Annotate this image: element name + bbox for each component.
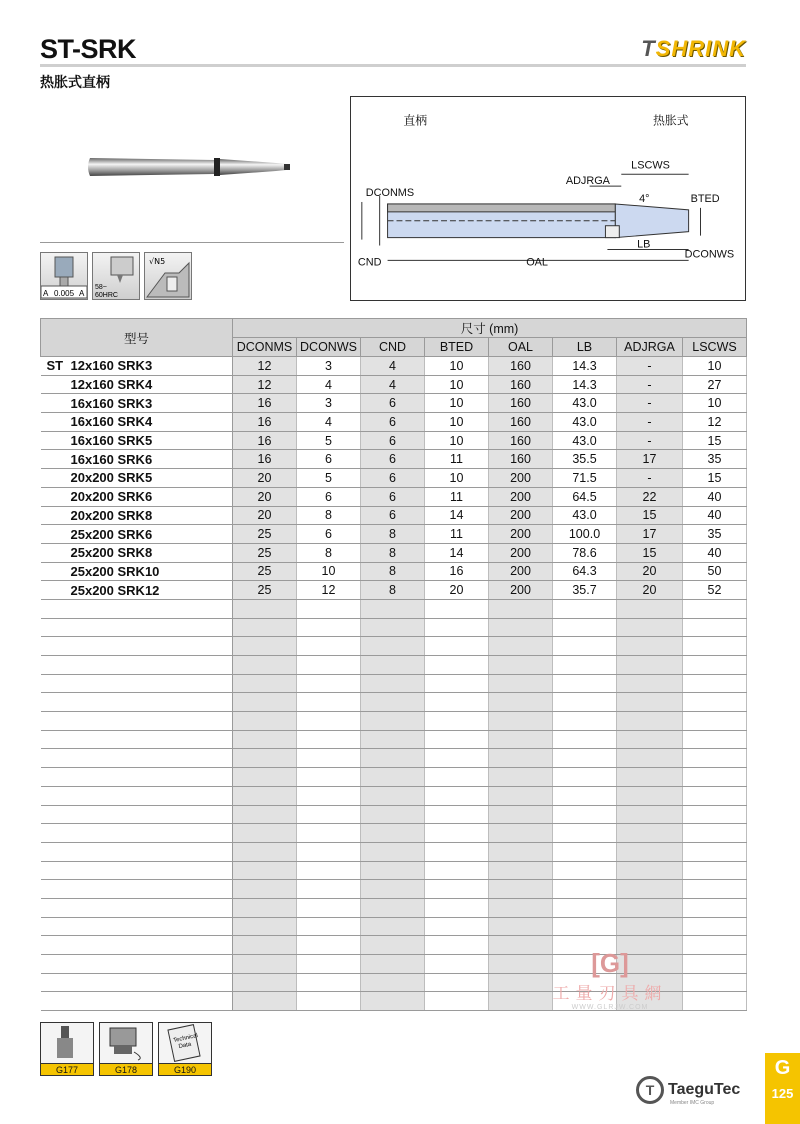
- col-oal: OAL: [489, 338, 553, 357]
- cell-lscws: 15: [683, 469, 747, 488]
- cell-cnd: 8: [361, 543, 425, 562]
- cell-lb: 71.5: [553, 469, 617, 488]
- cell-adjrga: 17: [617, 450, 683, 469]
- cell-cnd: 6: [361, 413, 425, 432]
- table-row: [41, 487, 747, 506]
- svg-text:Technical: Technical: [172, 1033, 199, 1045]
- cell-lscws: 50: [683, 562, 747, 581]
- cell-adjrga: 17: [617, 525, 683, 544]
- empty-row: [41, 618, 747, 637]
- cell-lb: 100.0: [553, 525, 617, 544]
- section-tab[interactable]: G 125: [765, 1053, 800, 1124]
- col-bted: BTED: [425, 338, 489, 357]
- angle-label: 4°: [639, 192, 650, 205]
- cell-cnd: 6: [361, 469, 425, 488]
- cell-cnd: 6: [361, 487, 425, 506]
- cell-bted: 10: [425, 431, 489, 450]
- cell-lb: 43.0: [553, 506, 617, 525]
- cell-cnd: 8: [361, 562, 425, 581]
- empty-row: [41, 712, 747, 731]
- cell-lscws: 52: [683, 581, 747, 600]
- empty-row: [41, 730, 747, 749]
- lb-label: LB: [637, 238, 651, 251]
- cell-cnd: 6: [361, 394, 425, 413]
- table-row: [41, 506, 747, 525]
- cell-lscws: 15: [683, 431, 747, 450]
- cell-dconms: 25: [233, 525, 297, 544]
- cell-lb: 14.3: [553, 357, 617, 376]
- cell-lscws: 35: [683, 525, 747, 544]
- cell-lscws: 40: [683, 506, 747, 525]
- empty-row: [41, 674, 747, 693]
- dimension-group-header: 尺寸 (mm): [233, 319, 747, 338]
- col-model: 型号: [41, 319, 233, 357]
- cell-dconms: 12: [233, 375, 297, 394]
- tshrink-logo: TSHRINK: [641, 36, 746, 61]
- cell-dconms: 16: [233, 413, 297, 432]
- cell-bted: 10: [425, 375, 489, 394]
- empty-row: [41, 599, 747, 618]
- reference-links: [40, 1022, 212, 1076]
- technical-data-book-icon: [165, 1024, 205, 1062]
- cell-adjrga: 22: [617, 487, 683, 506]
- cell-oal: 200: [489, 581, 553, 600]
- model-cell: 25x200 SRK6: [41, 525, 233, 544]
- cell-oal: 160: [489, 357, 553, 376]
- shrink-label: 热胀式: [652, 113, 689, 128]
- table-row: [41, 543, 747, 562]
- empty-row: [41, 749, 747, 768]
- cell-dconms: 25: [233, 562, 297, 581]
- cell-dconws: 8: [297, 543, 361, 562]
- cell-bted: 14: [425, 543, 489, 562]
- col-adjrga: ADJRGA: [617, 338, 683, 357]
- table-row: [41, 450, 747, 469]
- cell-lscws: 27: [683, 375, 747, 394]
- cell-adjrga: -: [617, 413, 683, 432]
- cell-dconws: 3: [297, 394, 361, 413]
- svg-text:Data: Data: [178, 1041, 192, 1051]
- cell-oal: 200: [489, 487, 553, 506]
- table-row: [41, 413, 747, 432]
- lscws-label: LSCWS: [631, 159, 670, 172]
- model-cell: 12x160 SRK4: [41, 375, 233, 394]
- table-row: [41, 562, 747, 581]
- model-cell: 16x160 SRK4: [41, 413, 233, 432]
- empty-row: [41, 824, 747, 843]
- cell-dconws: 12: [297, 581, 361, 600]
- svg-text:60HRC: 60HRC: [95, 292, 118, 299]
- cell-oal: 200: [489, 543, 553, 562]
- cell-dconms: 16: [233, 431, 297, 450]
- cell-dconws: 4: [297, 375, 361, 394]
- table-row: [41, 431, 747, 450]
- cell-lb: 64.5: [553, 487, 617, 506]
- cell-lb: 78.6: [553, 543, 617, 562]
- cell-dconws: 10: [297, 562, 361, 581]
- empty-row: [41, 898, 747, 917]
- table-row: [41, 469, 747, 488]
- cell-dconms: 16: [233, 450, 297, 469]
- table-row: [41, 581, 747, 600]
- cell-adjrga: 15: [617, 543, 683, 562]
- model-cell: 20x200 SRK6: [41, 487, 233, 506]
- header-divider: [40, 64, 746, 67]
- cell-dconms: 25: [233, 581, 297, 600]
- adjrga-label: ADJRGA: [565, 175, 610, 188]
- cell-lscws: 40: [683, 543, 747, 562]
- cell-lscws: 12: [683, 413, 747, 432]
- model-cell: 20x200 SRK5: [41, 469, 233, 488]
- cell-lb: 35.5: [553, 450, 617, 469]
- col-lb: LB: [553, 338, 617, 357]
- cell-oal: 160: [489, 394, 553, 413]
- cell-oal: 200: [489, 506, 553, 525]
- cell-cnd: 8: [361, 525, 425, 544]
- svg-text:√N5: √N5: [149, 257, 166, 266]
- model-cell: 25x200 SRK12: [41, 581, 233, 600]
- dimension-table: [40, 318, 747, 1011]
- empty-row: [41, 786, 747, 805]
- runout-tolerance-icon: [40, 252, 88, 300]
- dimension-diagram: [350, 96, 746, 301]
- cell-dconws: 4: [297, 413, 361, 432]
- cell-lb: 43.0: [553, 431, 617, 450]
- cell-dconws: 6: [297, 450, 361, 469]
- table-row: [41, 357, 747, 376]
- model-cell: ST 12x160 SRK3: [41, 357, 233, 376]
- empty-row: [41, 656, 747, 675]
- cell-dconws: 3: [297, 357, 361, 376]
- svg-text:0.005: 0.005: [54, 289, 75, 298]
- cell-lscws: 40: [683, 487, 747, 506]
- shrink-unit-icon: [47, 1024, 87, 1062]
- col-lscws: LSCWS: [683, 338, 747, 357]
- model-cell: 20x200 SRK8: [41, 506, 233, 525]
- ref-g177[interactable]: G177: [40, 1022, 94, 1076]
- dconms-label: DCONMS: [365, 187, 415, 200]
- series-prefix: ST: [46, 358, 64, 374]
- cell-lb: 43.0: [553, 394, 617, 413]
- cell-oal: 200: [489, 525, 553, 544]
- empty-row: [41, 693, 747, 712]
- bted-label: BTED: [690, 192, 720, 205]
- cell-cnd: 8: [361, 581, 425, 600]
- cell-adjrga: 15: [617, 506, 683, 525]
- table-row: [41, 394, 747, 413]
- cell-cnd: 6: [361, 431, 425, 450]
- watermark: [G] 工量刃具網 WWW.GLRJW.COM: [552, 948, 668, 1011]
- cell-cnd: 4: [361, 375, 425, 394]
- shank-label: 直柄: [403, 113, 428, 128]
- hardness-icon: [92, 252, 140, 300]
- model-cell: 25x200 SRK10: [41, 562, 233, 581]
- col-cnd: CND: [361, 338, 425, 357]
- cell-bted: 11: [425, 487, 489, 506]
- table-row: [41, 375, 747, 394]
- ref-g178[interactable]: G178: [99, 1022, 153, 1076]
- cell-oal: 160: [489, 431, 553, 450]
- cell-oal: 200: [489, 562, 553, 581]
- shrink-machine-icon: [104, 1024, 148, 1062]
- model-cell: 25x200 SRK8: [41, 543, 233, 562]
- cell-adjrga: 20: [617, 581, 683, 600]
- spec-icon-group: [40, 252, 192, 300]
- cell-dconms: 20: [233, 469, 297, 488]
- cell-dconms: 20: [233, 487, 297, 506]
- cell-dconws: 6: [297, 525, 361, 544]
- svg-text:A: A: [43, 289, 49, 298]
- oal-label: OAL: [526, 256, 548, 269]
- cell-bted: 11: [425, 450, 489, 469]
- svg-text:A: A: [79, 289, 85, 298]
- cell-dconms: 12: [233, 357, 297, 376]
- cell-adjrga: -: [617, 394, 683, 413]
- cell-dconms: 20: [233, 506, 297, 525]
- empty-row: [41, 805, 747, 824]
- cell-dconms: 16: [233, 394, 297, 413]
- table-row: [41, 525, 747, 544]
- cell-lb: 14.3: [553, 375, 617, 394]
- empty-row: [41, 637, 747, 656]
- cell-adjrga: -: [617, 357, 683, 376]
- ref-g190[interactable]: Technical Data G190: [158, 1022, 212, 1076]
- cell-lscws: 10: [683, 357, 747, 376]
- cell-lb: 35.7: [553, 581, 617, 600]
- surface-finish-icon: [144, 252, 192, 300]
- cell-dconws: 8: [297, 506, 361, 525]
- cell-bted: 11: [425, 525, 489, 544]
- page-title: ST-SRK: [40, 34, 137, 64]
- cell-lb: 43.0: [553, 413, 617, 432]
- cell-bted: 16: [425, 562, 489, 581]
- cell-adjrga: 20: [617, 562, 683, 581]
- cell-dconws: 5: [297, 431, 361, 450]
- dconws-label: DCONWS: [684, 248, 735, 261]
- page-subtitle: 热胀式直柄: [40, 74, 110, 90]
- empty-row: [41, 861, 747, 880]
- cell-oal: 160: [489, 450, 553, 469]
- cell-lscws: 10: [683, 394, 747, 413]
- cell-cnd: 4: [361, 357, 425, 376]
- cell-dconms: 25: [233, 543, 297, 562]
- cell-cnd: 6: [361, 506, 425, 525]
- cell-dconws: 5: [297, 469, 361, 488]
- cell-bted: 14: [425, 506, 489, 525]
- cell-oal: 200: [489, 469, 553, 488]
- cnd-label: CND: [357, 256, 382, 269]
- col-dconws: DCONWS: [297, 338, 361, 357]
- cell-bted: 10: [425, 357, 489, 376]
- col-dconms: DCONMS: [233, 338, 297, 357]
- model-cell: 16x160 SRK5: [41, 431, 233, 450]
- cell-cnd: 6: [361, 450, 425, 469]
- empty-row: [41, 768, 747, 787]
- cell-adjrga: -: [617, 375, 683, 394]
- cell-lb: 64.3: [553, 562, 617, 581]
- cell-dconws: 6: [297, 487, 361, 506]
- cell-bted: 10: [425, 469, 489, 488]
- cell-lscws: 35: [683, 450, 747, 469]
- cell-oal: 160: [489, 375, 553, 394]
- svg-text:58~: 58~: [95, 284, 107, 291]
- cell-bted: 10: [425, 413, 489, 432]
- empty-row: [41, 917, 747, 936]
- empty-row: [41, 842, 747, 861]
- empty-row: [41, 880, 747, 899]
- cell-adjrga: -: [617, 469, 683, 488]
- shrink-holder-image: [86, 150, 296, 184]
- section-divider: [40, 242, 344, 243]
- cell-adjrga: -: [617, 431, 683, 450]
- cell-oal: 160: [489, 413, 553, 432]
- cell-bted: 20: [425, 581, 489, 600]
- model-cell: 16x160 SRK3: [41, 394, 233, 413]
- model-cell: 16x160 SRK6: [41, 450, 233, 469]
- taegutec-logo: T TaeguTec Member IMC Group: [636, 1076, 740, 1104]
- cell-bted: 10: [425, 394, 489, 413]
